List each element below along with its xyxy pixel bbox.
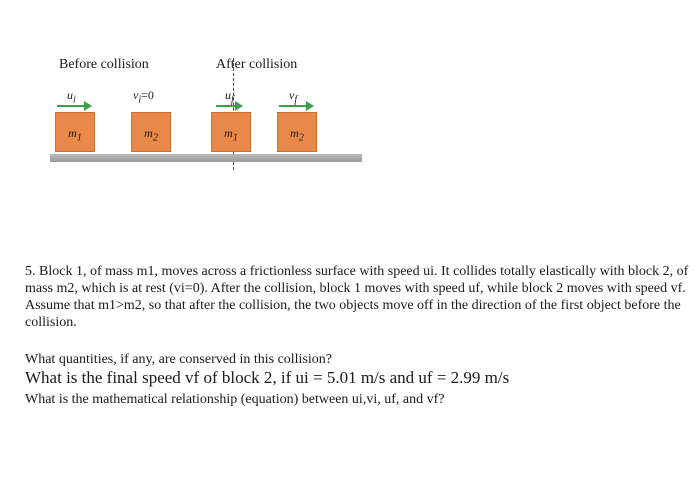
ground-surface — [50, 154, 362, 162]
after-v-arrow — [279, 105, 307, 107]
before-collision-title: Before collision — [59, 57, 149, 72]
problem-statement — [25, 263, 690, 331]
before-block-1: $m_1$ — [55, 112, 95, 152]
after-u-label: $u_f$ — [225, 88, 234, 106]
question-conserved-quantities: What quantities, if any, are conserved in this collision? — [25, 352, 333, 367]
after-block-1: $m_1$ — [211, 112, 251, 152]
before-block-2: $m_2$ — [131, 112, 171, 152]
collision-diagram — [45, 50, 345, 170]
before-v-label: $v_i=0$ — [133, 88, 154, 106]
after-collision-title: After collision — [216, 57, 298, 72]
after-v-label: $v_f$ — [289, 88, 298, 106]
question-final-speed: What is the final speed vf of block 2, if ui = 5.01 m/s and uf = 2.99 m/s — [25, 368, 510, 387]
before-velocity-arrow — [57, 105, 85, 107]
after-u-arrow — [216, 105, 236, 107]
after-block-2: $m_2$ — [277, 112, 317, 152]
question-equation: What is the mathematical relationship (equation) between ui,vi, uf, and vf? — [25, 392, 445, 407]
before-u-label: $u_i$ — [67, 88, 76, 106]
problem-text: 5. Block 1, of mass m1, moves across a frictionless surface with speed ui. It collides totally elastically with block 2, of mass m2, which is at rest (vi=0). After the collision, block 1 moves with speed uf, while block 2 moves with speed vf. Assume that m1>m2, so that after the collision, the two objects move off in the direction of the first object before the collision. — [25, 264, 689, 330]
